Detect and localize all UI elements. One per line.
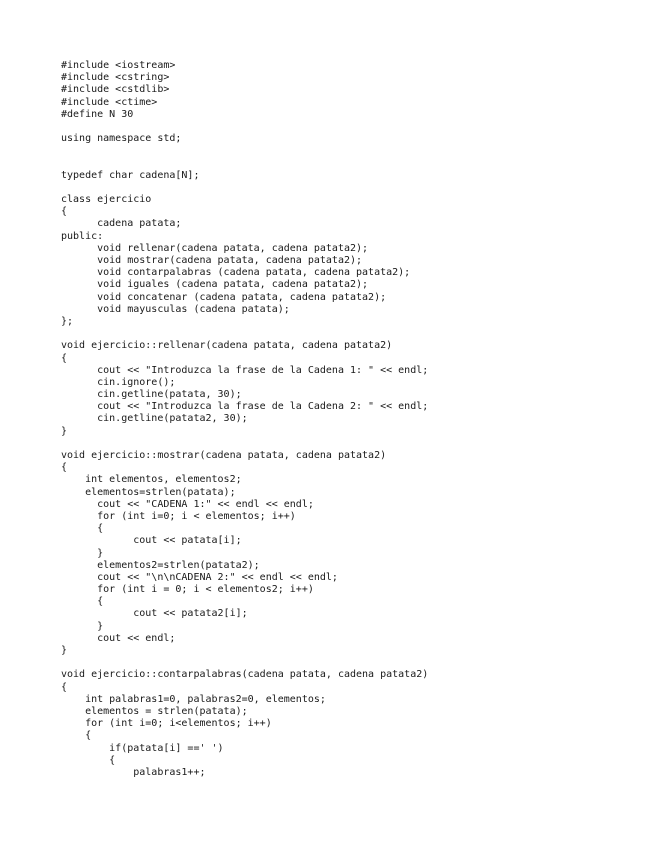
code-line: { — [61, 206, 68, 218]
code-line: typedef char cadena[N]; — [61, 169, 200, 181]
code-line: } — [61, 645, 68, 656]
code-line: cout << "Introduzca la frase de la Cadena 2: " << endl; — [61, 401, 429, 413]
code-line: cout << patata[i]; — [61, 535, 242, 547]
code-line: void mayusculas (cadena patata); — [61, 303, 290, 315]
code-line — [61, 145, 641, 157]
code-line: } — [61, 547, 104, 559]
code-line: void ejercicio::mostrar(cadena patata, cadena patata2) — [61, 450, 387, 461]
code-line: cout << "Introduzca la frase de la Cadena 1: " << endl; — [61, 364, 429, 376]
code-line: { — [61, 596, 104, 608]
code-line: { — [61, 681, 68, 693]
code-line: { — [61, 754, 116, 766]
code-line: if(patata[i] ==' ') — [61, 742, 224, 754]
code-line: cout << "CADENA 1:" << endl << endl; — [61, 498, 314, 510]
code-line: using namespace std; — [61, 133, 182, 145]
code-line — [61, 657, 641, 669]
code-line: int elementos, elementos2; — [61, 474, 242, 486]
code-line: void mostrar(cadena patata, cadena patata2); — [61, 255, 363, 266]
code-line — [61, 438, 641, 450]
code-line: elementos=strlen(patata); — [61, 486, 236, 498]
code-line: void concatenar (cadena patata, cadena patata2); — [61, 291, 387, 303]
code-line: void ejercicio::rellenar(cadena patata, cadena patata2) — [61, 340, 393, 352]
code-line: void rellenar(cadena patata, cadena patata2); — [61, 242, 369, 254]
code-line: #include <ctime> — [61, 96, 158, 108]
code-line: cadena patata; — [61, 218, 182, 230]
code-line: void iguales (cadena patata, cadena patata2); — [61, 279, 369, 291]
code-line: { — [61, 462, 68, 474]
code-line: public: — [61, 230, 104, 242]
code-listing — [61, 60, 641, 779]
code-line: #include <cstring> — [61, 72, 170, 84]
code-line: cin.ignore(); — [61, 376, 176, 388]
code-line: } — [61, 620, 104, 632]
code-line: #define N 30 — [61, 108, 134, 120]
code-line — [61, 182, 641, 194]
code-line — [61, 158, 641, 170]
code-line: }; — [61, 315, 74, 327]
code-line: { — [61, 523, 104, 535]
code-line — [61, 121, 641, 133]
code-line: palabras1++; — [61, 766, 206, 778]
code-line: cout << "\n\nCADENA 2:" << endl << endl; — [61, 571, 338, 583]
code-line: cin.getline(patata2, 30); — [61, 413, 248, 425]
code-line: cout << patata2[i]; — [61, 608, 248, 620]
code-line: { — [61, 352, 68, 364]
code-line: cout << endl; — [61, 632, 176, 644]
code-line: for (int i = 0; i < elementos2; i++) — [61, 584, 314, 596]
code-line: } — [61, 425, 68, 437]
code-line: cin.getline(patata, 30); — [61, 389, 242, 401]
code-line: class ejercicio — [61, 194, 152, 206]
code-line: { — [61, 730, 92, 742]
code-line — [61, 328, 641, 340]
code-line: int palabras1=0, palabras2=0, elementos; — [61, 693, 326, 705]
code-line: for (int i=0; i < elementos; i++) — [61, 510, 296, 522]
code-line: elementos2=strlen(patata2); — [61, 559, 260, 571]
code-line: #include <iostream> — [61, 60, 176, 71]
code-line: #include <cstdlib> — [61, 84, 170, 96]
code-line: void ejercicio::contarpalabras(cadena patata, cadena patata2) — [61, 669, 429, 681]
code-line: elementos = strlen(patata); — [61, 705, 248, 717]
code-line: for (int i=0; i<elementos; i++) — [61, 718, 272, 730]
code-line: void contarpalabras (cadena patata, cadena patata2); — [61, 267, 411, 279]
